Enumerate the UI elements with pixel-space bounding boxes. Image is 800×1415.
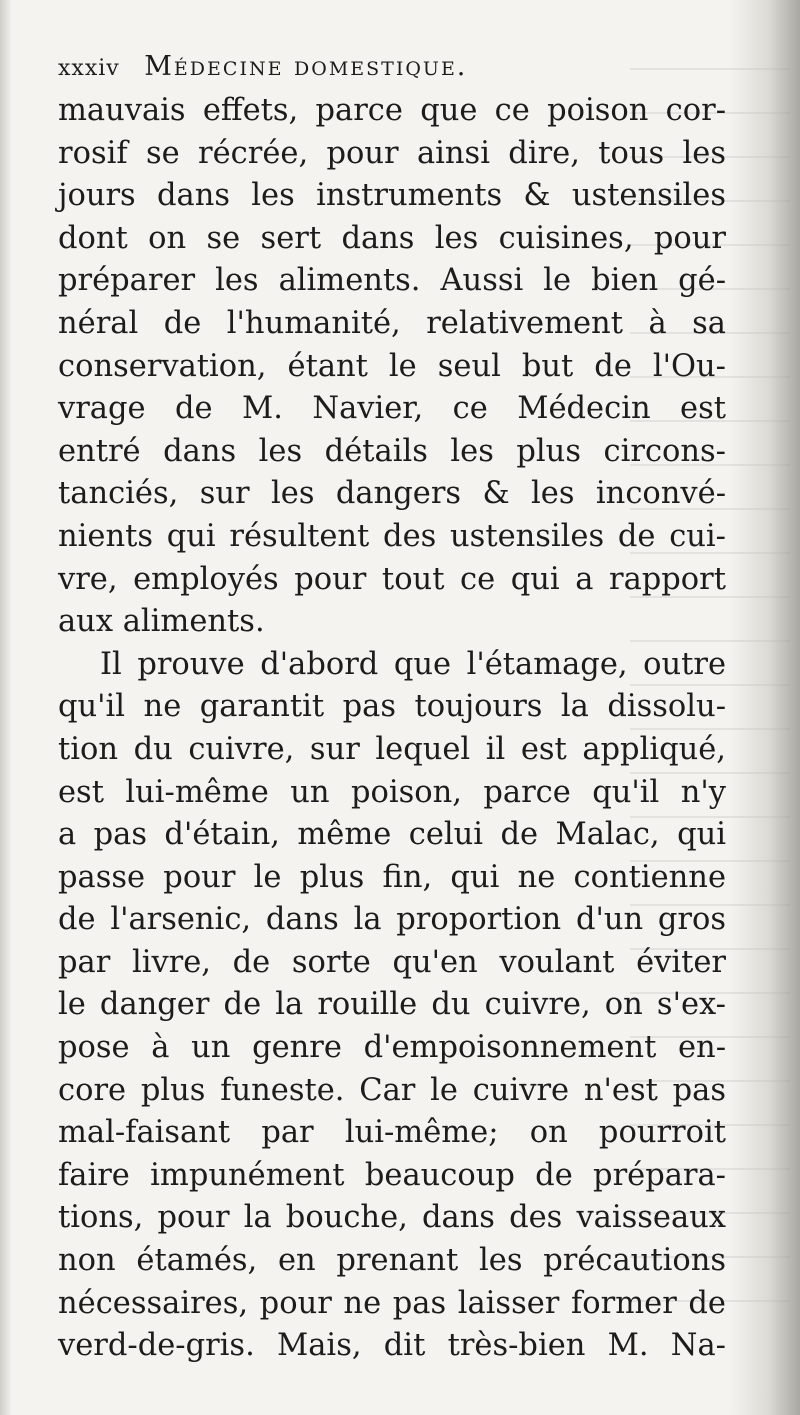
text-line: a pas d'étain, même celui de Malac, qui [58,817,726,853]
text-line: core plus funeste. Car le cuivre n'est pas [58,1072,726,1108]
text-line: néral de l'humanité, relativement à sa [58,305,726,341]
text-line: rosif se récrée, pour ainsi dire, tous les [58,135,726,171]
text-line: Il prouve d'abord que l'étamage, outre [100,646,726,682]
text-line: mal-faisant par lui-même; on pourroit [58,1115,726,1151]
text-line: mauvais effets, parce que ce poison cor- [58,93,726,128]
text-block [58,44,726,1368]
text-line: non étamés, en prenant les précautions [58,1243,726,1279]
text-line: verd-de-gris. Mais, dit très-bien M. Na- [58,1328,726,1364]
text-line: préparer les aliments. Aussi le bien gé- [58,263,726,299]
paragraph-2 [58,644,726,1368]
page-number: xxxiv [58,56,120,81]
text-line: par livre, de sorte qu'en voulant éviter [58,944,726,980]
text-line: le danger de la rouille du cuivre, on s'ex- [58,987,726,1023]
text-line: vre, employés pour tout ce qui a rapport [58,561,726,597]
text-line: vrage de M. Navier, ce Médecin est [58,391,726,427]
text-line: aux aliments. [58,604,265,640]
text-line: nients qui résultent des ustensiles de cui- [58,518,726,554]
text-line: conservation, étant le seul but de l'Ou- [58,348,726,384]
text-line: jours dans les instruments & ustensiles [58,178,726,214]
text-line: entré dans les détails les plus circons- [58,433,726,469]
text-line: dont on se sert dans les cuisines, pour [58,220,726,256]
text-line: pose à un genre d'empoisonnement en- [58,1030,726,1066]
text-line: passe pour le plus fin, qui ne contienne [58,859,726,895]
text-line: faire impunément beaucoup de prépara- [58,1157,726,1193]
paragraph-1 [58,90,726,644]
page-edge-shadow [730,0,800,1415]
text-line: tion du cuivre, sur lequel il est appliqué, [58,731,726,767]
text-line: nécessaires, pour ne pas laisser former de [58,1285,726,1321]
text-line: qu'il ne garantit pas toujours la dissolu- [58,689,726,725]
running-header [58,44,726,90]
text-line: de l'arsenic, dans la proportion d'un gros [58,902,726,938]
text-line: tanciés, sur les dangers & les inconvé- [58,476,726,512]
running-title: Médecine domestique. [144,51,468,82]
text-line: est lui-même un poison, parce qu'il n'y [58,774,726,810]
text-line: tions, pour la bouche, dans des vaisseaux [58,1200,726,1236]
gutter-shadow [0,0,12,1415]
